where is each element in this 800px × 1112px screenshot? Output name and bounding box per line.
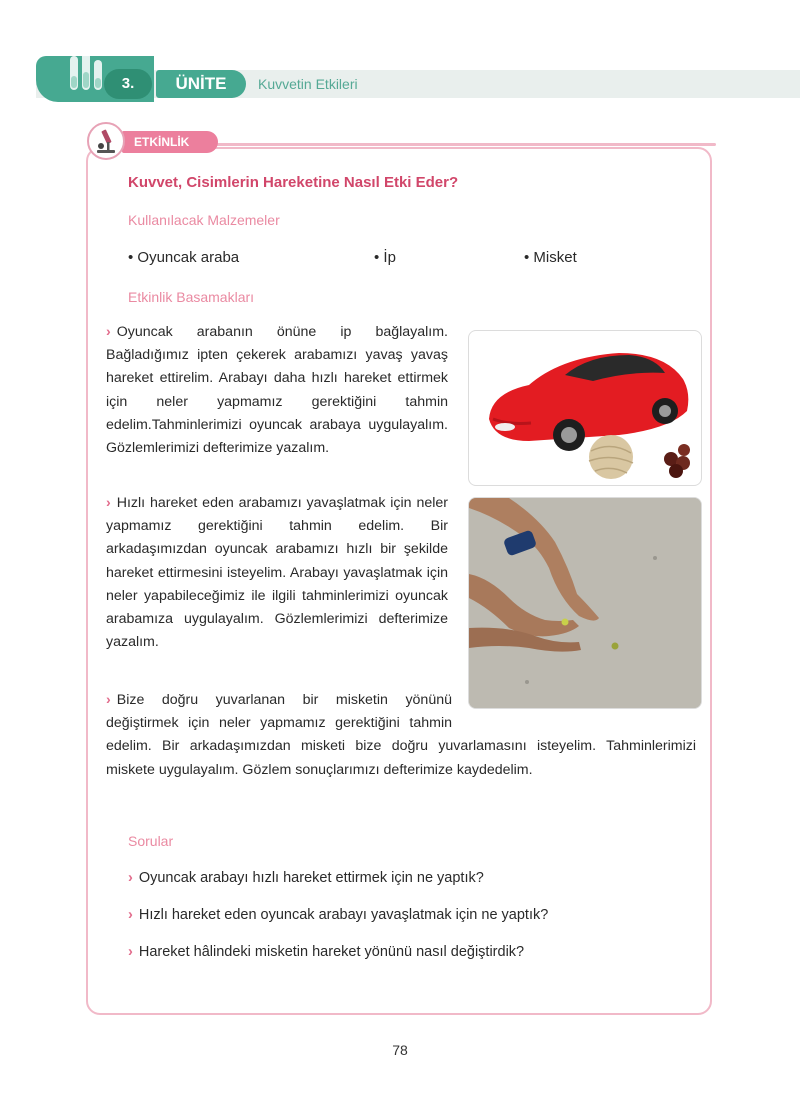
test-tubes-icon [66, 50, 106, 98]
steps-heading: Etkinlik Basamakları [128, 289, 255, 305]
question-1 [128, 870, 484, 886]
activity-badge-circle [87, 122, 125, 160]
activity-badge: ETKİNLİK [122, 131, 218, 153]
frame-top-line [210, 143, 716, 146]
chevron-right-icon: › [128, 907, 133, 923]
question-2-text: Hızlı hareket eden oyuncak arabayı yavaşlatmak için ne yaptık? [138, 907, 549, 923]
materials-heading: Kullanılacak Malzemeler [128, 212, 280, 228]
question-3 [128, 944, 524, 960]
chevron-right-icon: › [106, 495, 111, 511]
page-number: 78 [392, 1042, 408, 1058]
question-3-text: Hareket hâlindeki misketin hareket yönünü nasıl değiştirdik? [138, 944, 525, 960]
marble-play-photo [468, 497, 702, 709]
chevron-right-icon: › [106, 324, 111, 340]
hands-marble-illustration [469, 498, 701, 708]
chevron-right-icon: › [128, 870, 133, 886]
unit-title: Kuvvetin Etkileri [258, 76, 358, 92]
material-item-rope: • İp [374, 249, 396, 266]
activity-title: Kuvvet, Cisimlerin Hareketine Nasıl Etki Eder? [128, 174, 459, 191]
chevron-right-icon: › [106, 692, 111, 708]
step-2-text: Hızlı hareket eden arabamızı yavaşlatmak için neler yapmamız gerektiğini tahmin edelim. Bir arkadaşımızdan oyuncak arabamızı hızlı bir şekilde hareket ettirmesini isteyelim. Arabayı yavaşlatmak için neler yapabileceğimiz ile ilgili tahminlerimizi oyuncak arabamıza uygulayalım. Gözlemlerimizi defterimize yazalım. [106, 495, 448, 651]
unit-label: ÜNİTE [156, 70, 246, 98]
questions-heading: Sorular [128, 833, 174, 849]
microscope-icon [89, 124, 123, 158]
toy-car-illustration [469, 331, 701, 485]
material-item-marble: • Misket [524, 249, 577, 266]
question-2 [128, 907, 548, 923]
question-1-text: Oyuncak arabayı hızlı hareket ettirmek için ne yaptık? [138, 870, 484, 886]
chevron-right-icon: › [128, 944, 133, 960]
toy-car-photo [468, 330, 702, 486]
material-item-toy-car: • Oyuncak araba [128, 249, 240, 266]
unit-number: 3. [104, 69, 152, 99]
step-1-text: Oyuncak arabanın önüne ip bağlayalım. Bağladığımız ipten çekerek arabamızı yavaş yavaş hareket ettirelim. Arabayı daha hızlı hareket ettirmek için neler yapmamız gerektiğini tahmin edelim.Tahminlerimizi oyuncak arabaya uygulayalım. Gözlemlerimizi defterimize yazalım. [106, 324, 448, 457]
step-3-text: Bize doğru yuvarlanan bir misketin yönünü değiştirmek için neler yapmamız gerektiğini tahmin edelim. Bir arkadaşımızdan misketi bize doğru yuvarlamasını isteyelim. Tahminlerimizi miskete uygulayalım. Gözlem sonuçlarımızı defterimize kaydedelim. [106, 692, 696, 778]
step-1 [106, 321, 448, 460]
step-2 [106, 492, 448, 654]
